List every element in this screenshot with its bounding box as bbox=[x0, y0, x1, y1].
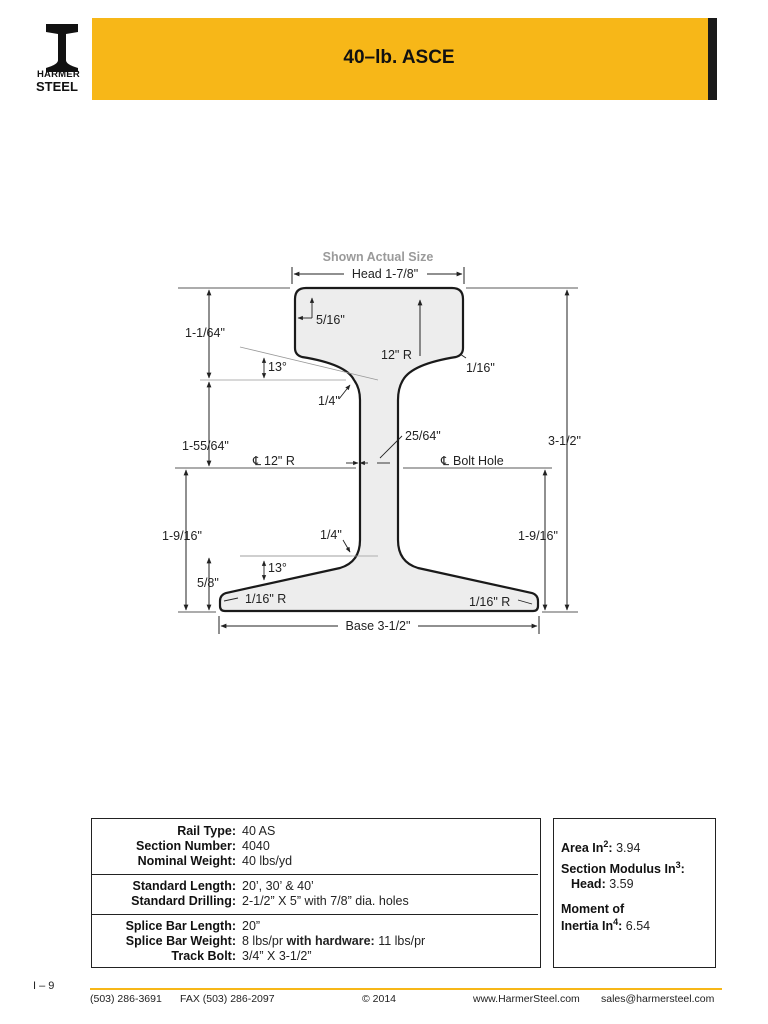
fillet-bottom-label: 1/4" bbox=[320, 528, 342, 542]
head-radius-large-label: 12" R bbox=[381, 348, 412, 362]
fillet-top-label: 1/4" bbox=[318, 394, 340, 408]
page-title: 40–lb. ASCE bbox=[343, 47, 455, 68]
moment-label: Moment of bbox=[561, 902, 625, 916]
spec-value: 3/4” X 3-1/2” bbox=[242, 949, 312, 963]
spec-separator bbox=[92, 914, 538, 915]
spec-value: 20’, 30’ & 40’ bbox=[242, 879, 314, 893]
spec-value: 40 lbs/yd bbox=[242, 854, 293, 868]
logo-text-steel: STEEL bbox=[36, 79, 78, 94]
web-height-label: 1-55/64" bbox=[182, 439, 229, 453]
head-label: Head: bbox=[571, 877, 606, 891]
spec-row bbox=[92, 824, 540, 839]
spec-separator bbox=[92, 874, 538, 875]
area-value: 3.94 bbox=[616, 841, 641, 855]
shown-actual-size-caption: Shown Actual Size bbox=[322, 250, 434, 264]
head-modulus-line bbox=[571, 877, 634, 892]
spec-value: 20” bbox=[242, 919, 261, 933]
footer-email[interactable]: sales@harmersteel.com bbox=[601, 993, 715, 1005]
spec-label: Nominal Weight: bbox=[137, 854, 236, 868]
centerline-symbol-left: ℄ bbox=[253, 454, 262, 468]
spec-row bbox=[92, 949, 540, 964]
spec-value bbox=[242, 934, 425, 949]
base-width-label: Base 3-1/2" bbox=[345, 619, 411, 633]
centerline-symbol-right: ℄ bbox=[441, 454, 450, 468]
rail-specifications-box bbox=[91, 818, 541, 968]
base-corner-left-label: 1/16" R bbox=[245, 592, 287, 606]
spec-row bbox=[92, 894, 540, 909]
spec-label: Standard Length: bbox=[132, 879, 236, 893]
splice-weight-value: 8 lbs/pr bbox=[242, 934, 283, 948]
bolt-height-right-label: 1-9/16" bbox=[518, 529, 558, 543]
spec-row bbox=[92, 839, 540, 854]
area-label: Area In bbox=[561, 841, 604, 855]
head-corner-label: 1/16" bbox=[466, 361, 495, 375]
web-thickness-label: 25/64" bbox=[405, 429, 441, 443]
angle-top-label: 13° bbox=[268, 360, 287, 374]
inertia-value: 6.54 bbox=[625, 919, 651, 933]
centerline-radius-label: 12" R bbox=[264, 454, 295, 468]
total-height-label: 3-1/2" bbox=[548, 434, 581, 448]
hardware-value: 11 lbs/pr bbox=[378, 934, 426, 948]
head-height-label: 1-1/64" bbox=[185, 326, 225, 340]
modulus-label: Section Modulus In bbox=[561, 862, 676, 876]
spec-label: Splice Bar Weight: bbox=[125, 934, 236, 948]
head-value: 3.59 bbox=[609, 877, 634, 891]
inertia-exponent: 4 bbox=[613, 916, 619, 927]
bolt-hole-label: Bolt Hole bbox=[453, 454, 504, 468]
spec-row bbox=[92, 919, 540, 934]
spec-label: Standard Drilling: bbox=[131, 894, 236, 908]
page-number: I – 9 bbox=[33, 980, 55, 992]
spec-value: 4040 bbox=[242, 839, 270, 853]
spec-label: Splice Bar Length: bbox=[125, 919, 236, 933]
spec-label: Track Bolt: bbox=[171, 949, 236, 963]
hardware-label: with hardware: bbox=[286, 934, 375, 948]
spec-label: Section Number: bbox=[135, 839, 236, 853]
footer-phone: (503) 286-3691 bbox=[90, 993, 162, 1005]
footer-copyright: © 2014 bbox=[362, 993, 397, 1005]
spec-row bbox=[92, 854, 540, 869]
head-width-label: Head 1-7/8" bbox=[351, 267, 419, 281]
footer-website[interactable]: www.HarmerSteel.com bbox=[473, 993, 580, 1005]
section-properties-box bbox=[553, 818, 716, 968]
footer-rule bbox=[90, 988, 722, 990]
footer-fax: FAX (503) 286-2097 bbox=[180, 993, 275, 1005]
spec-label: Rail Type: bbox=[177, 824, 236, 838]
inertia-line: Inertia In$^4$: 6.54 bbox=[561, 916, 651, 933]
base-thickness-label: 5/8" bbox=[197, 576, 219, 590]
angle-bottom-label: 13° bbox=[268, 561, 287, 575]
area-exponent: 2 bbox=[603, 838, 609, 849]
base-corner-right-label: 1/16" R bbox=[469, 595, 511, 609]
inertia-label: Inertia In bbox=[561, 919, 614, 933]
modulus-line: Section Modulus In$^3$: bbox=[561, 859, 685, 876]
modulus-exponent: 3 bbox=[675, 859, 681, 870]
moment-line bbox=[561, 902, 624, 917]
bolt-height-left-label: 1-9/16" bbox=[162, 529, 202, 543]
head-radius-small-label: 5/16" bbox=[316, 313, 345, 327]
spec-row bbox=[92, 879, 540, 894]
spec-value: 40 AS bbox=[242, 824, 276, 838]
spec-row bbox=[92, 934, 540, 949]
area-line: Area In$^2$: 3.94 bbox=[561, 838, 641, 855]
logo-text-harmer: HARMER bbox=[37, 69, 80, 80]
spec-value: 2-1/2” X 5” with 7/8” dia. holes bbox=[242, 894, 409, 908]
